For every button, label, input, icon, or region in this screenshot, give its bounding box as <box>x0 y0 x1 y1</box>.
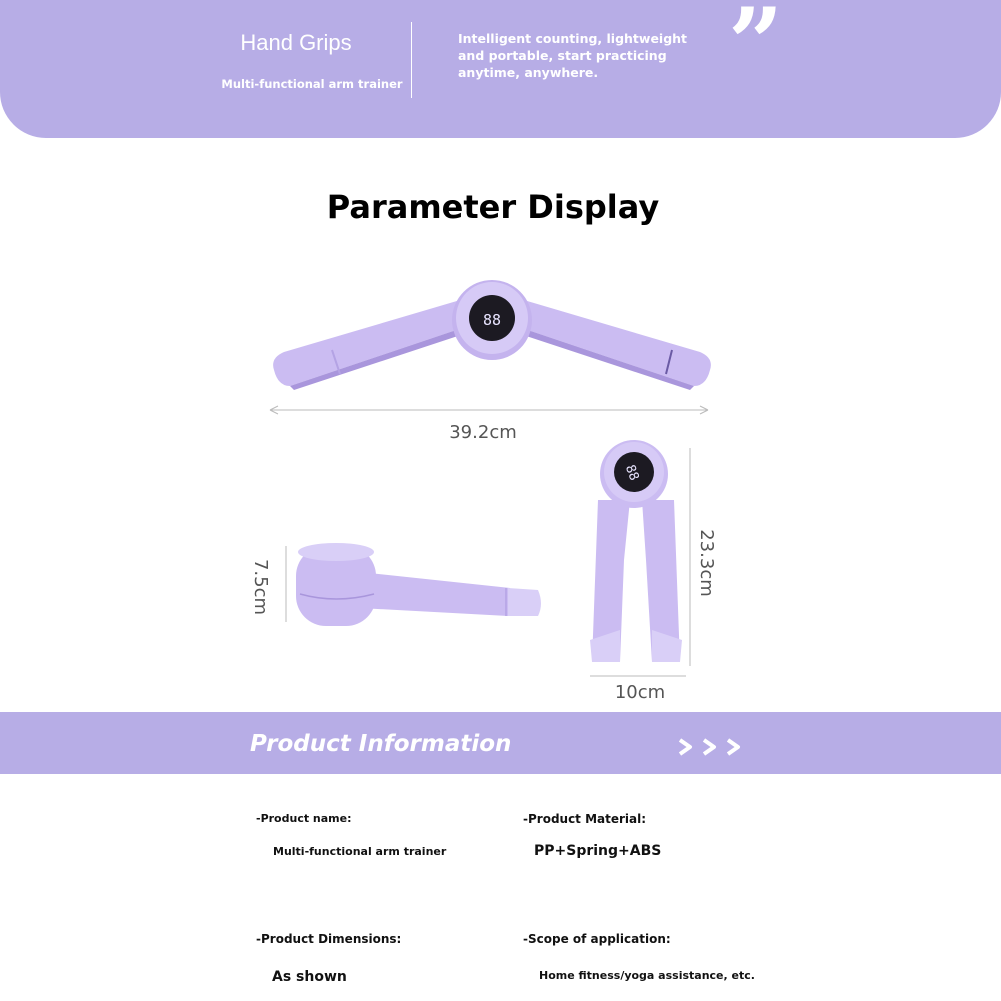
banner-description: Intelligent counting, lightweight and portable, start practicing anytime, anywhere. <box>458 31 688 80</box>
section-title: Parameter Display <box>326 188 660 226</box>
trainer-front-view-image <box>262 278 722 398</box>
counter-display-digits: 88 <box>482 311 502 329</box>
trainer-side-view-image <box>280 538 550 634</box>
grip-dimension-line <box>280 544 292 624</box>
product-dimensions-label: -Product Dimensions: <box>256 932 402 946</box>
product-material-value: PP+Spring+ABS <box>534 843 662 859</box>
product-name-label: -Product name: <box>256 812 352 825</box>
triple-chevron-right-icon <box>678 736 744 758</box>
banner-subtitle: Multi-functional arm trainer <box>221 77 403 91</box>
scope-of-application-value: Home fitness/yoga assistance, etc. <box>539 969 755 982</box>
scope-of-application-label: -Scope of application: <box>523 932 671 946</box>
width-dimension-line <box>266 404 712 416</box>
base-width-dimension-line <box>588 672 688 680</box>
closing-quote-icon: ” <box>728 0 784 100</box>
base-width-dimension-label: 10cm <box>614 682 666 703</box>
product-name-value: Multi-functional arm trainer <box>273 845 447 858</box>
width-dimension-label: 39.2cm <box>449 422 517 443</box>
product-material-label: -Product Material: <box>523 812 647 826</box>
product-information-title: Product Information <box>250 731 512 757</box>
height-dimension-label: 23.3cm <box>696 529 717 597</box>
counter-display-digits-closed: 88 <box>621 462 642 483</box>
banner-title: Hand Grips <box>240 30 352 55</box>
product-dimensions-value: As shown <box>272 969 347 985</box>
trainer-closed-view-image <box>586 440 686 670</box>
banner-divider <box>411 22 412 98</box>
grip-dimension-label: 7.5cm <box>250 558 271 616</box>
